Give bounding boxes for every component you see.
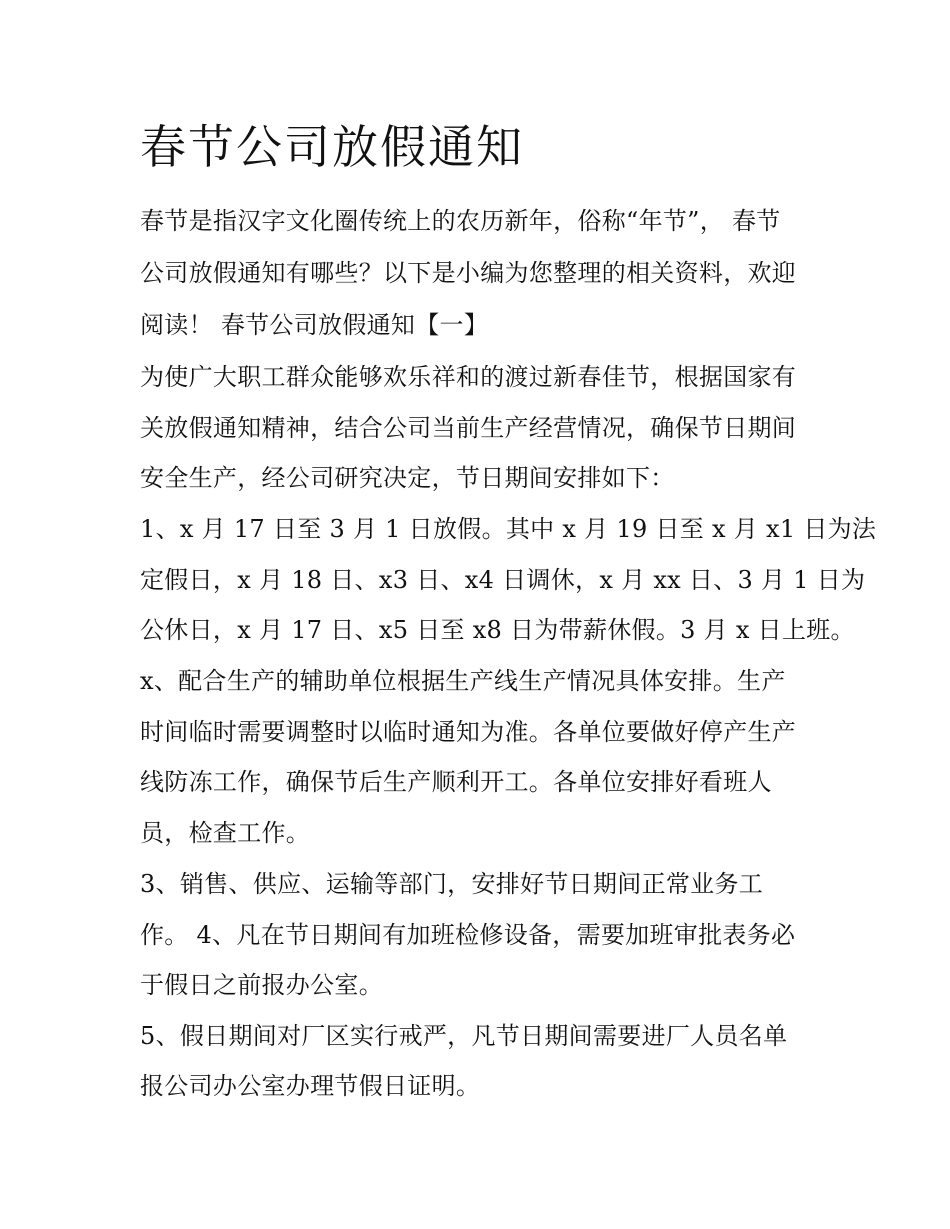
list-item-line: 1、x 月 17 日至 3 月 1 日放假。其中 x 月 19 日至 x 月 x1 日为法 xyxy=(140,515,877,543)
list-item-line: 于假日之前报办公室。 xyxy=(140,971,383,999)
list-item-line: 5、假日期间对厂区实行戒严，凡节日期间需要进厂人员名单 xyxy=(140,1022,788,1050)
paragraph-line: 为使广大职工群众能够欢乐祥和的渡过新春佳节，根据国家有 xyxy=(140,363,797,391)
list-item-line: 3、销售、供应、运输等部门，安排好节日期间正常业务工 xyxy=(140,870,764,898)
list-item-line: 员，检查工作。 xyxy=(140,819,311,847)
list-item-line: 公休日，x 月 17 日、x5 日至 x8 日为带薪休假。3 月 x 日上班。 xyxy=(140,616,855,644)
list-item-line: 作。 4、凡在节日期间有加班检修设备，需要加班审批表务必 xyxy=(140,921,796,949)
paragraph-line: 关放假通知精神，结合公司当前生产经营情况，确保节日期间 xyxy=(140,414,797,442)
document-title: 春节公司放假通知 xyxy=(140,120,524,174)
list-item-line: 线防冻工作，确保节后生产顺利开工。各单位安排好看班人 xyxy=(140,768,772,796)
paragraph-line: 春节是指汉字文化圈传统上的农历新年，俗称“年节”， 春节 xyxy=(140,207,781,235)
paragraph-line: 阅读！ 春节公司放假通知【一】 xyxy=(140,311,489,339)
paragraph-line: 公司放假通知有哪些？以下是小编为您整理的相关资料，欢迎 xyxy=(140,259,797,287)
list-item-line: 定假日，x 月 18 日、x3 日、x4 日调休，x 月 xx 日、3 月 1 日为 xyxy=(140,566,866,594)
paragraph-line: 安全生产，经公司研究决定，节日期间安排如下： xyxy=(140,464,675,492)
list-item-line: 报公司办公室办理节假日证明。 xyxy=(140,1072,481,1100)
list-item-line: 时间临时需要调整时以临时通知为准。各单位要做好停产生产 xyxy=(140,718,797,746)
list-item-line: x、配合生产的辅助单位根据生产线生产情况具体安排。生产 xyxy=(140,667,786,695)
